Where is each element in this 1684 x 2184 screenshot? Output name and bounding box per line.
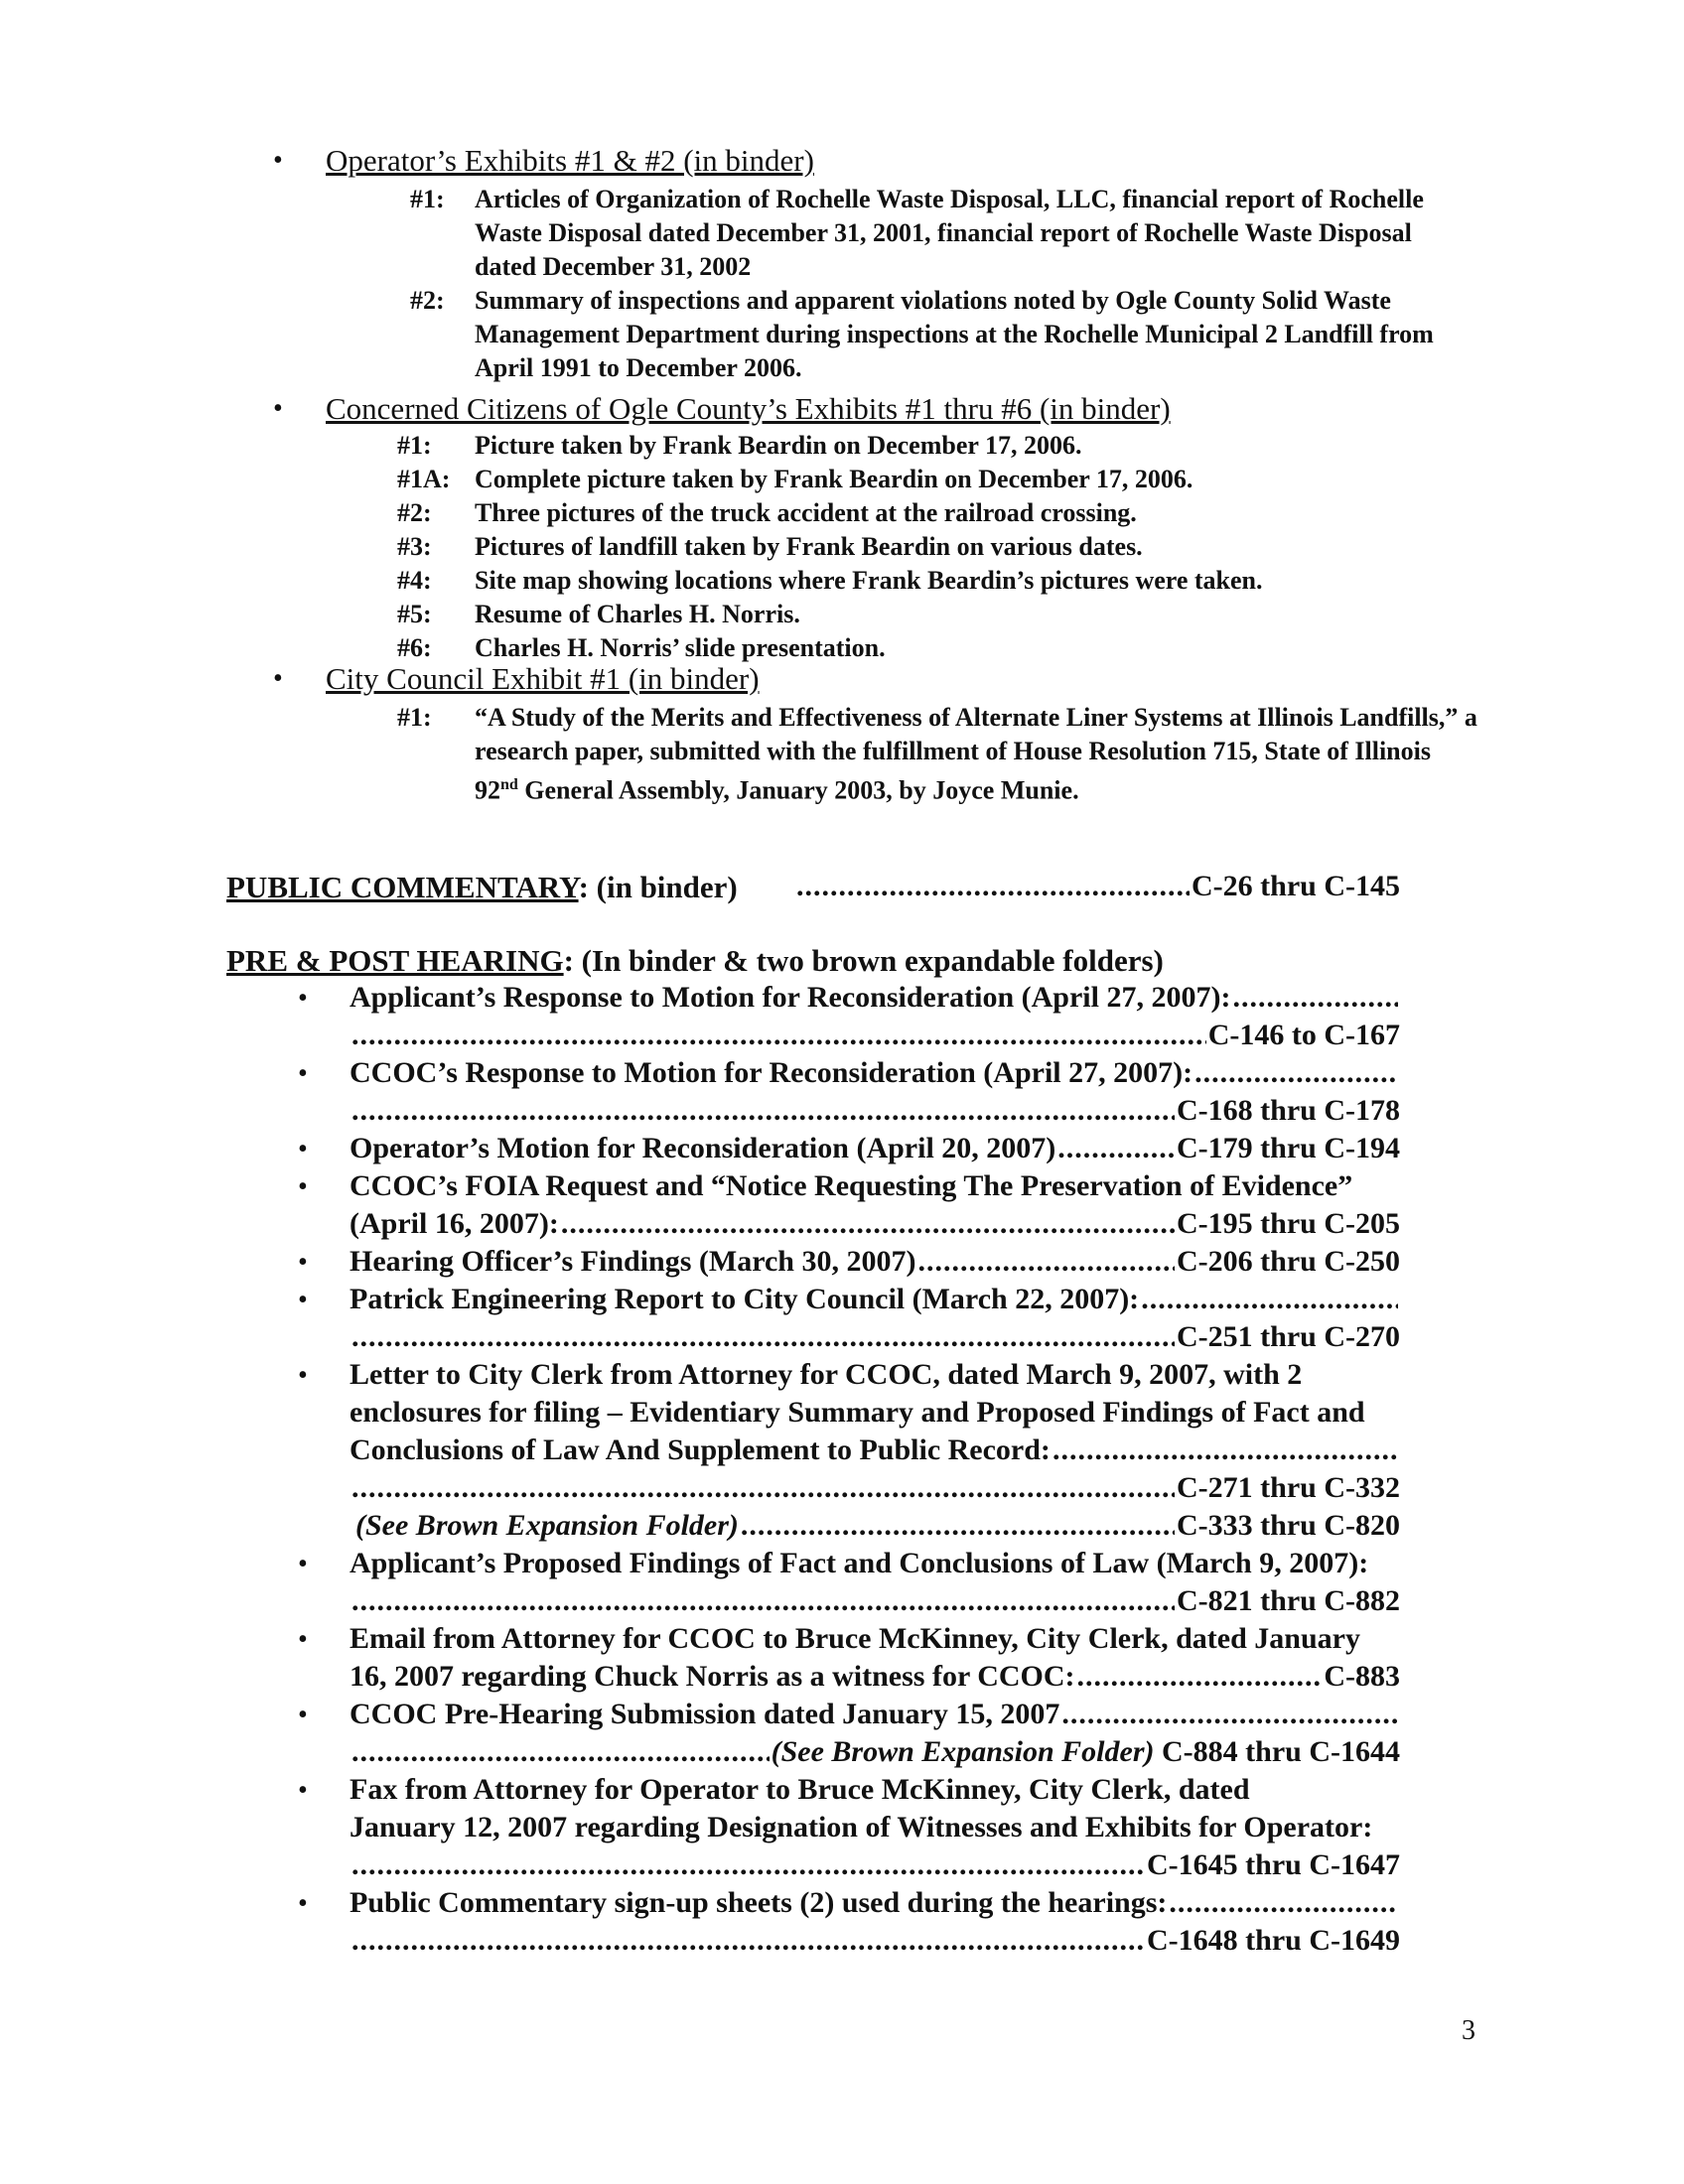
record-entry: Hearing Officer’s Findings (March 30, 2007) ..... C-206 thru C-250 <box>350 1243 1400 1281</box>
public-commentary-heading: PUBLIC COMMENTARY: (in binder) <box>226 870 738 904</box>
record-entry: Fax from Attorney for Operator to Bruce McKinney, City Clerk, dated January 12, 2007 regarding Designation of Witnesses and Exhibits for Operator: ..... C-1645 thru C-1647 <box>350 1771 1472 1884</box>
dot-leader <box>351 1318 1175 1356</box>
dot-leader <box>1194 1054 1398 1092</box>
dot-leader <box>1141 1281 1398 1318</box>
citizens-exhibits-heading: Concerned Citizens of Ogle County’s Exhibits #1 thru #6 (in binder) <box>326 391 1171 426</box>
bullet: • <box>273 145 283 176</box>
record-range: C-195 thru C-205 <box>1177 1207 1400 1240</box>
exhibit-description: Three pictures of the truck accident at the railroad crossing. <box>475 498 1137 527</box>
dot-leader <box>1077 1658 1323 1696</box>
exhibit-number: #6: <box>397 633 432 662</box>
dot-leader <box>917 1243 1175 1281</box>
exhibit-number: #1: <box>397 703 432 732</box>
bullet: • <box>298 1360 308 1391</box>
dot-leader <box>1232 979 1398 1017</box>
exhibit-description: Pictures of landfill taken by Frank Beardin on various dates. <box>475 532 1143 561</box>
exhibit-description: Charles H. Norris’ slide presentation. <box>475 633 886 662</box>
exhibit-number: #3: <box>397 532 432 561</box>
record-range: C-1648 thru C-1649 <box>1147 1924 1400 1957</box>
dot-leader <box>561 1205 1175 1243</box>
dot-leader <box>796 868 1190 905</box>
exhibit-number: #1: <box>397 431 432 460</box>
dot-leader <box>351 1092 1175 1130</box>
bullet: • <box>273 393 283 424</box>
dot-leader <box>1052 1432 1398 1469</box>
dot-leader <box>741 1507 1175 1545</box>
record-entry: CCOC’s Response to Motion for Reconsideration (April 27, 2007): ..... ..... C-168 thru C-178 <box>350 1054 1400 1130</box>
record-range: C-883 <box>1324 1660 1400 1693</box>
record-range: C-333 thru C-820 <box>1177 1509 1400 1542</box>
dot-leader <box>351 1582 1175 1620</box>
record-entry: Patrick Engineering Report to City Council (March 22, 2007): ..... ..... C-251 thru C-270 <box>350 1281 1400 1356</box>
record-entry: Email from Attorney for CCOC to Bruce McKinney, City Clerk, dated January 16, 2007 regarding Chuck Norris as a witness for CCOC: ..... C-883 <box>350 1620 1400 1696</box>
dot-leader <box>351 1469 1175 1507</box>
bullet: • <box>298 1134 308 1164</box>
bullet: • <box>298 1624 308 1655</box>
exhibit-description: Complete picture taken by Frank Beardin on December 17, 2006. <box>475 465 1193 493</box>
record-entry: CCOC’s FOIA Request and “Notice Requesting The Preservation of Evidence” (April 16, 2007): ..... C-195 thru C-205 <box>350 1167 1400 1243</box>
page-number: 3 <box>1462 2015 1475 2046</box>
bullet: • <box>298 1285 308 1315</box>
bullet: • <box>298 983 308 1014</box>
pre-post-hearing-heading: PRE & POST HEARING: (In binder & two brown expandable folders) <box>226 943 1164 978</box>
public-commentary-range-line <box>794 868 1400 905</box>
record-range: C-271 thru C-332 <box>1177 1471 1400 1504</box>
dot-leader <box>1057 1130 1175 1167</box>
bullet: • <box>298 1247 308 1278</box>
exhibit-number: #1A: <box>397 465 451 493</box>
dot-leader <box>1061 1696 1398 1733</box>
exhibit-description: “A Study of the Merits and Effectiveness of Alternate Liner Systems at Illinois Landfills,” a research paper, submitted with the fulfillment of House Resolution 715, State of Illinois 92nd General Assembly, January 2003, by Joyce Munie. <box>475 703 1477 805</box>
council-exhibit-heading: City Council Exhibit #1 (in binder) <box>326 661 760 696</box>
record-range: C-26 thru C-145 <box>1192 870 1400 902</box>
dot-leader <box>351 1922 1145 1960</box>
bullet: • <box>298 1700 308 1730</box>
record-range: C-179 thru C-194 <box>1177 1132 1400 1164</box>
record-entry: CCOC Pre-Hearing Submission dated January 15, 2007 ..... ..... (See Brown Expansion Folder) C-884 thru C-1644 <box>350 1696 1400 1771</box>
record-entry: Applicant’s Response to Motion for Reconsideration (April 27, 2007): ..... ..... C-146 to C-167 <box>350 979 1400 1054</box>
dot-leader <box>351 1017 1206 1054</box>
record-entry: Public Commentary sign-up sheets (2) used during the hearings: ..... ..... C-1648 thru C-1649 <box>350 1884 1400 1960</box>
exhibit-description: Resume of Charles H. Norris. <box>475 600 800 628</box>
record-entry: Letter to City Clerk from Attorney for CCOC, dated March 9, 2007, with 2 enclosures for filing – Evidentiary Summary and Proposed Findings of Fact and Conclusions of Law And Supplement to Public Record: ..... ..... C-271 thru C-332 (See Brown Expansion Folder) ..... C-333 thru C-820 <box>350 1356 1454 1545</box>
exhibit-number: #2: <box>410 286 445 315</box>
exhibit-number: #5: <box>397 600 432 628</box>
bullet: • <box>298 1171 308 1202</box>
record-entry: Applicant’s Proposed Findings of Fact and Conclusions of Law (March 9, 2007): ..... C-821 thru C-882 <box>350 1545 1454 1620</box>
bullet: • <box>298 1888 308 1919</box>
bullet: • <box>298 1058 308 1089</box>
dot-leader <box>351 1733 770 1771</box>
exhibit-number: #2: <box>397 498 432 527</box>
record-range: C-884 thru C-1644 <box>1162 1735 1400 1768</box>
bullet: • <box>298 1775 308 1806</box>
exhibit-description: Site map showing locations where Frank Beardin’s pictures were taken. <box>475 566 1263 595</box>
record-range: C-821 thru C-882 <box>1177 1584 1400 1617</box>
record-range: C-251 thru C-270 <box>1177 1320 1400 1353</box>
dot-leader <box>351 1846 1145 1884</box>
bullet: • <box>273 663 283 694</box>
exhibit-description: Summary of inspections and apparent violations noted by Ogle County Solid Waste Management Department during inspections at the Rochelle Municipal 2 Landfill from April 1991 to December 2006. <box>475 286 1434 382</box>
exhibit-description: Articles of Organization of Rochelle Waste Disposal, LLC, financial report of Rochelle Waste Disposal dated December 31, 2001, financial report of Rochelle Waste Disposal dated December 31, 2002 <box>475 185 1424 281</box>
bullet: • <box>298 1549 308 1579</box>
exhibit-number: #4: <box>397 566 432 595</box>
operator-exhibits-heading: Operator’s Exhibits #1 & #2 (in binder) <box>326 143 814 178</box>
dot-leader <box>1169 1884 1398 1922</box>
record-range: C-146 to C-167 <box>1207 1019 1400 1051</box>
exhibit-number: #1: <box>410 185 445 213</box>
exhibit-description: Picture taken by Frank Beardin on December 17, 2006. <box>475 431 1082 460</box>
record-range: C-168 thru C-178 <box>1177 1094 1400 1127</box>
record-range: C-1645 thru C-1647 <box>1147 1848 1400 1881</box>
record-range: C-206 thru C-250 <box>1177 1245 1400 1278</box>
record-entry: Operator’s Motion for Reconsideration (April 20, 2007) ..... C-179 thru C-194 <box>350 1130 1400 1167</box>
